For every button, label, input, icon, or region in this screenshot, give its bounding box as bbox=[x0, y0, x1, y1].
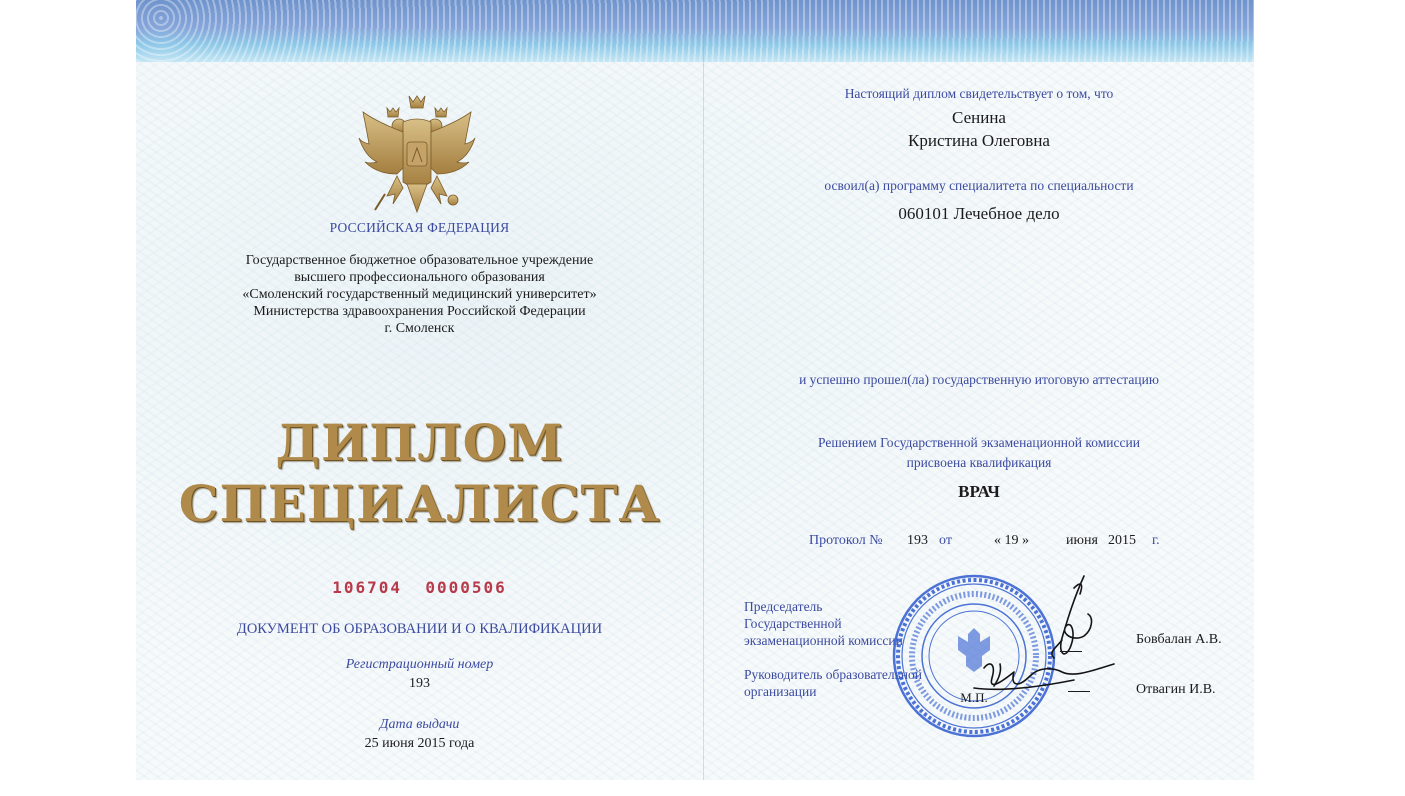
head-title-line: Руководитель образовательной bbox=[744, 667, 922, 682]
coat-of-arms-icon bbox=[357, 92, 477, 220]
protocol-number: 193 bbox=[907, 533, 928, 548]
institution-name bbox=[136, 252, 703, 337]
registration-number: 193 bbox=[409, 676, 430, 691]
protocol-year: 2015 bbox=[1108, 533, 1136, 548]
institution-line: Государственное бюджетное образовательное учреждение bbox=[245, 253, 594, 268]
institution-line: г. Смоленск bbox=[384, 321, 455, 336]
chair-title-line: экзаменационной комиссии bbox=[744, 633, 903, 648]
head-signature-line bbox=[1068, 691, 1090, 692]
protocol-month: июня bbox=[1066, 533, 1098, 548]
certifies-text: Настоящий диплом свидетельствует о том, что bbox=[844, 86, 1114, 101]
handwritten-signatures bbox=[944, 568, 1144, 728]
protocol-label: Протокол № bbox=[809, 533, 883, 548]
protocol-day: « 19 » bbox=[994, 533, 1029, 548]
qualification: ВРАЧ bbox=[958, 482, 1000, 501]
protocol-year-suffix: г. bbox=[1152, 533, 1160, 548]
institution-line: «Смоленский государственный медицинский университет» bbox=[242, 287, 597, 302]
serial-number: 106704 0000506 bbox=[332, 578, 507, 597]
decision-text-line-2: присвоена квалификация bbox=[906, 455, 1052, 470]
attestation-text: и успешно прошел(ла) государственную итоговую аттестацию bbox=[799, 372, 1159, 387]
chair-title-line: Государственной bbox=[744, 616, 842, 631]
chair-title bbox=[744, 598, 903, 649]
program-text: освоил(а) программу специалитета по специальности bbox=[824, 178, 1134, 193]
head-title-line: организации bbox=[744, 684, 817, 699]
institution-line: высшего профессионального образования bbox=[294, 270, 545, 285]
diploma-title-line-1: ДИПЛОМ bbox=[275, 413, 564, 472]
graduate-given-names: Кристина Олеговна bbox=[908, 131, 1050, 150]
chair-name: Бовбалан А.В. bbox=[1136, 632, 1222, 647]
head-name: Отвагин И.В. bbox=[1136, 682, 1216, 697]
chair-title-line: Председатель bbox=[744, 599, 823, 614]
diploma-left-page bbox=[136, 0, 703, 780]
diploma-title-line-2: СПЕЦИАЛИСТА bbox=[178, 474, 661, 533]
country-name: РОССИЙСКАЯ ФЕДЕРАЦИЯ bbox=[329, 220, 510, 235]
chair-signature-line bbox=[1060, 651, 1082, 652]
decision-text-line-1: Решением Государственной экзаменационной комиссии bbox=[818, 435, 1140, 450]
diploma-spread bbox=[136, 0, 1254, 780]
institution-line: Министерства здравоохранения Российской Федерации bbox=[253, 304, 586, 319]
registration-label: Регистрационный номер bbox=[345, 657, 494, 672]
protocol-from: от bbox=[939, 533, 952, 548]
graduate-surname: Сенина bbox=[952, 108, 1006, 127]
specialty: 060101 Лечебное дело bbox=[898, 204, 1060, 223]
issue-date-label: Дата выдачи bbox=[379, 717, 460, 732]
issue-date: 25 июня 2015 года bbox=[364, 736, 475, 751]
document-type: ДОКУМЕНТ ОБ ОБРАЗОВАНИИ И О КВАЛИФИКАЦИИ bbox=[236, 621, 603, 637]
stamp-text: М.П. bbox=[960, 690, 988, 705]
diploma-right-page bbox=[704, 0, 1254, 780]
